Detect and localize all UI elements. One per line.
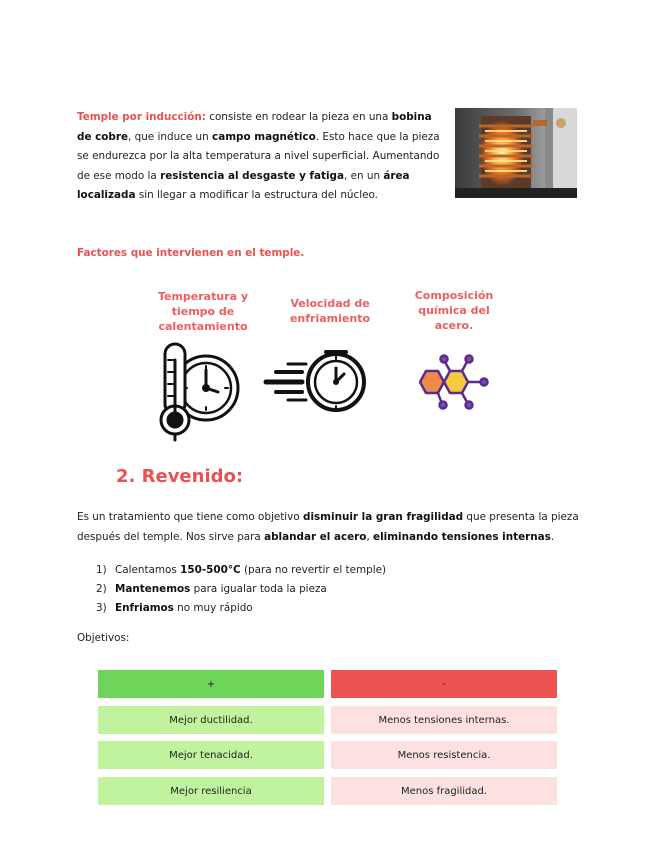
revenido-text-4: . (550, 530, 555, 543)
plus-cell: Mejor ductilidad. (98, 706, 324, 734)
factor-label-cooling: Velocidad de enfriamiento (289, 297, 371, 325)
factors-title: Factores que intervienen en el temple. (77, 247, 305, 259)
plus-cell: Mejor resiliencia (98, 777, 324, 805)
list-text: Calentamos (115, 564, 181, 576)
list-bold: 150-500°C (180, 564, 241, 576)
list-text: no muy rápido (173, 602, 253, 614)
intro-text-2: , que induce un (128, 130, 213, 143)
list-item (96, 599, 253, 618)
minus-cell: Menos fragilidad. (331, 777, 557, 805)
objectives-label: Objetivos: (77, 632, 130, 644)
revenido-text-3: , (366, 530, 374, 543)
molecule-icon (416, 354, 496, 414)
list-bold: Mantenemos (115, 583, 191, 595)
list-number: 1) (96, 564, 107, 576)
thermometer-clock-icon (158, 340, 248, 446)
minus-cell: Menos resistencia. (331, 741, 557, 769)
revenido-heading: 2. Revenido: (116, 466, 244, 487)
intro-text-3: . Esto hace que la pieza se endurezca por la alta temperatura a nivel superficial. Aumentando de ese modo la (77, 130, 440, 182)
revenido-paragraph (77, 508, 587, 547)
factor-label-composition: Composición química del acero. (414, 289, 494, 332)
minus-cell: Menos tensiones internas. (331, 706, 557, 734)
list-text: para igualar toda la pieza (190, 583, 327, 595)
revenido-text-1: Es un tratamiento que tiene como objetivo (77, 511, 303, 523)
list-text: (para no revertir el temple) (240, 564, 387, 576)
fast-clock-icon (262, 350, 370, 420)
list-number: 2) (96, 583, 107, 595)
revenido-bold-2: ablandar el acero (264, 530, 367, 543)
list-bold: Enfriamos (115, 602, 174, 614)
list-number: 3) (96, 602, 107, 614)
induction-term: Temple por inducción: (77, 111, 206, 123)
induction-coil-photo (455, 108, 577, 198)
plus-header: + (98, 670, 324, 698)
minus-header: - (331, 670, 557, 698)
revenido-text-2: que presenta la pieza después del temple. Nos sirve para (77, 511, 579, 543)
intro-bold-1: bobina de cobre (77, 111, 432, 143)
intro-text-1: consiste en rodear la pieza en una (205, 111, 392, 123)
factor-label-temperature: Temperatura y tiempo de calentamiento (157, 290, 249, 333)
plus-cell: Mejor tenacidad. (98, 741, 324, 769)
list-item (96, 580, 327, 599)
intro-bold-4: área localizada (77, 169, 410, 201)
revenido-bold-1: disminuir la gran fragilidad (303, 511, 464, 523)
intro-bold-2: campo magnético (212, 130, 316, 143)
intro-bold-3: resistencia al desgaste y fatiga (160, 169, 344, 182)
revenido-bold-3: eliminando tensiones internas (373, 530, 551, 543)
list-item (96, 561, 386, 580)
induction-paragraph (77, 108, 442, 206)
intro-text-5: sin llegar a modificar la estructura del núcleo. (135, 189, 378, 201)
intro-text-4: , en un (344, 169, 384, 182)
